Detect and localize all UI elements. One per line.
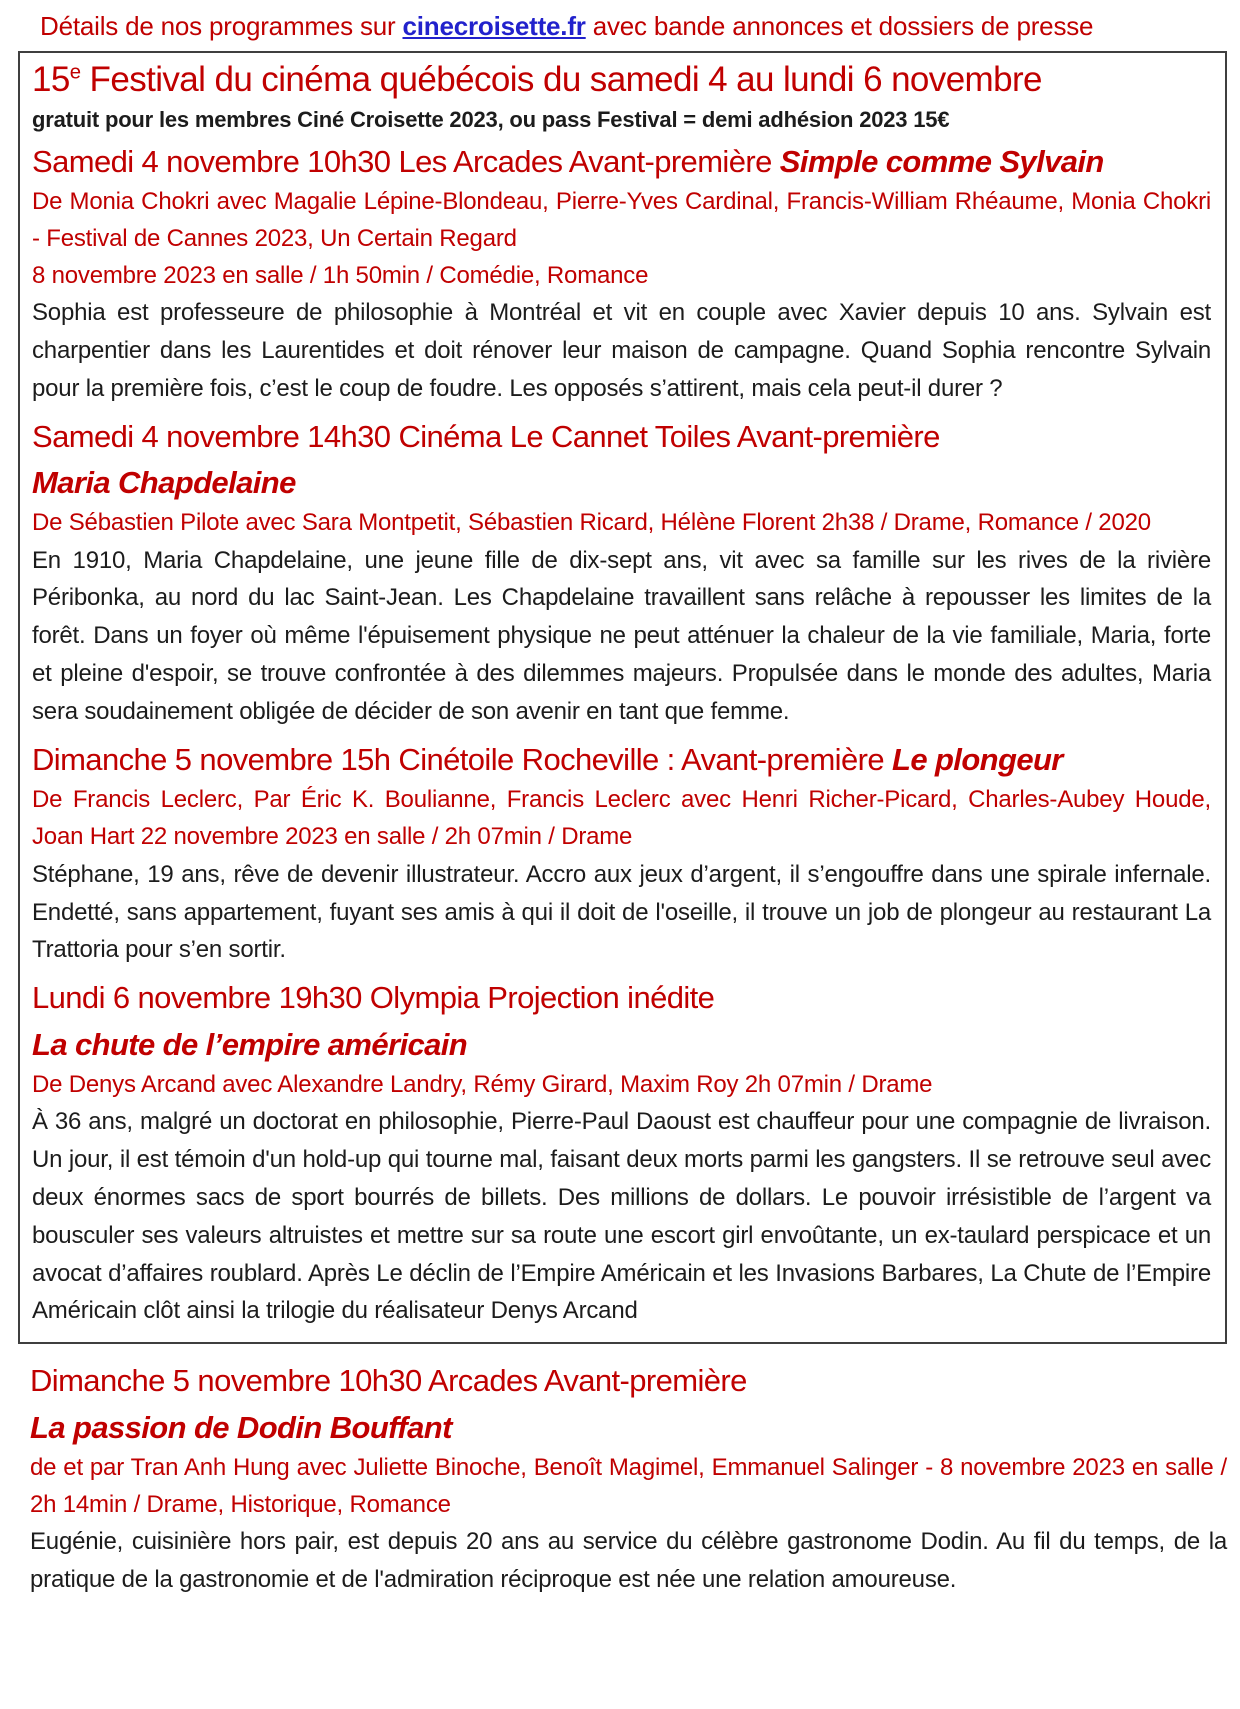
- event-simple-comme-sylvain: [32, 143, 1211, 408]
- event-heading: Samedi 4 novembre 14h30 Cinéma Le Cannet Toiles Avant-première: [32, 418, 940, 454]
- event-heading-text: Samedi 4 novembre 10h30 Les Arcades Avant-première: [32, 143, 780, 179]
- header-note-suffix: avec bande annonces et dossiers de presse: [585, 11, 1094, 41]
- event-maria-chapdelaine: [32, 418, 1211, 731]
- event-heading: Dimanche 5 novembre 10h30 Arcades Avant-première: [30, 1363, 747, 1399]
- event-credits: De Monia Chokri avec Magalie Lépine-Blondeau, Pierre-Yves Cardinal, Francis-William Rhéaume, Monia Chokri - Festival de Cannes 2023, Un Certain Regard: [32, 187, 1211, 252]
- event-la-passion-de-dodin-bouffant: [30, 1362, 1227, 1599]
- event-credits: De Sébastien Pilote avec Sara Montpetit, Sébastien Ricard, Hélène Florent 2h38 / Drame, Romance / 2020: [32, 509, 1151, 537]
- header-note-prefix: Détails de nos programmes sur: [40, 11, 403, 41]
- event-synopsis: À 36 ans, malgré un doctorat en philosophie, Pierre-Paul Daoust est chauffeur pour une compagnie de livraison. Un jour, il est témoin d'un hold-up qui tourne mal, faisant deux morts parmi les gangsters. Il se retrouve seul avec deux énormes sacs de sport bourrés de billets. Des millions de dollars. Le pouvoir irrésistible de l’argent va bousculer ses valeurs altruistes et mettre sur sa route une escort girl envoûtante, un ex-taulard perspicace et un avocat d’affaires roublard. Après Le déclin de l’Empire Américain et les Invasions Barbares, La Chute de l’Empire Américain clôt ainsi la trilogie du réalisateur Denys Arcand: [32, 1107, 1211, 1325]
- festival-title: [32, 59, 1211, 101]
- film-title: Le plongeur: [891, 742, 1063, 778]
- event-heading-text: Dimanche 5 novembre 15h Cinétoile Rocheville : Avant-première: [32, 742, 892, 778]
- festival-title-number: 15: [32, 59, 70, 99]
- header-note: [40, 10, 1210, 43]
- festival-title-ordinal: e: [69, 60, 81, 83]
- cinecroisette-link[interactable]: cinecroisette.fr: [402, 11, 586, 41]
- event-le-plongeur: [32, 741, 1211, 969]
- film-title: La passion de Dodin Bouffant: [30, 1409, 452, 1445]
- event-credits: De Francis Leclerc, Par Éric K. Boulianne, Francis Leclerc avec Henri Richer-Picard, Charles-Aubey Houde, Joan Hart 22 novembre 2023 en salle / 2h 07min / Drame: [32, 786, 1211, 851]
- event-heading: [32, 143, 1211, 180]
- event-synopsis: Sophia est professeure de philosophie à Montréal et vit en couple avec Xavier depuis 10 ans. Sylvain est charpentier dans les Laurentides et doit rénover leur maison de campagne. Quand Sophia rencontre Sylvain pour la première fois, c’est le coup de foudre. Les opposés s’attirent, mais cela peut-il durer ?: [32, 299, 1211, 403]
- event-heading: [32, 741, 1211, 778]
- film-title: La chute de l’empire américain: [32, 1026, 468, 1062]
- event-credits: de et par Tran Anh Hung avec Juliette Binoche, Benoît Magimel, Emmanuel Salinger - 8 novembre 2023 en salle / 2h 14min / Drame, Historique, Romance: [30, 1453, 1227, 1518]
- festival-title-rest: Festival du cinéma québécois du samedi 4 au lundi 6 novembre: [80, 59, 1042, 99]
- event-release-info: 8 novembre 2023 en salle / 1h 50min / Comédie, Romance: [32, 262, 649, 290]
- film-title: Maria Chapdelaine: [32, 465, 296, 501]
- festival-pricing-note: gratuit pour les membres Ciné Croisette 2023, ou pass Festival = demi adhésion 2023 15€: [32, 106, 950, 132]
- film-title: Simple comme Sylvain: [779, 143, 1104, 179]
- event-la-chute-de-l-empire-americain: [32, 979, 1211, 1330]
- event-synopsis: En 1910, Maria Chapdelaine, une jeune fille de dix-sept ans, vit avec sa famille sur les rives de la rivière Péribonka, au nord du lac Saint-Jean. Les Chapdelaine travaillent sans relâche à repousser les limites de la forêt. Dans un foyer où même l'épuisement physique ne peut atténuer la chaleur de la vie familiale, Maria, forte et pleine d'espoir, se trouve confrontée à des dilemmes majeurs. Propulsée dans le monde des adultes, Maria sera soudainement obligée de décider de son avenir en tant que femme.: [32, 546, 1211, 726]
- festival-box: [18, 51, 1227, 1345]
- event-heading: Lundi 6 novembre 19h30 Olympia Projection inédite: [32, 980, 715, 1016]
- event-synopsis: Eugénie, cuisinière hors pair, est depuis 20 ans au service du célèbre gastronome Dodin. Au fil du temps, de la pratique de la gastronomie et de l'admiration réciproque est née une relation amoureuse.: [30, 1528, 1227, 1593]
- event-credits: De Denys Arcand avec Alexandre Landry, Rémy Girard, Maxim Roy 2h 07min / Drame: [32, 1070, 933, 1098]
- event-synopsis: Stéphane, 19 ans, rêve de devenir illustrateur. Accro aux jeux d’argent, il s’engouffre dans une spirale infernale. Endetté, sans appartement, fuyant ses amis à qui il doit de l'oseille, il trouve un job de plongeur au restaurant La Trattoria pour s’en sortir.: [32, 860, 1211, 964]
